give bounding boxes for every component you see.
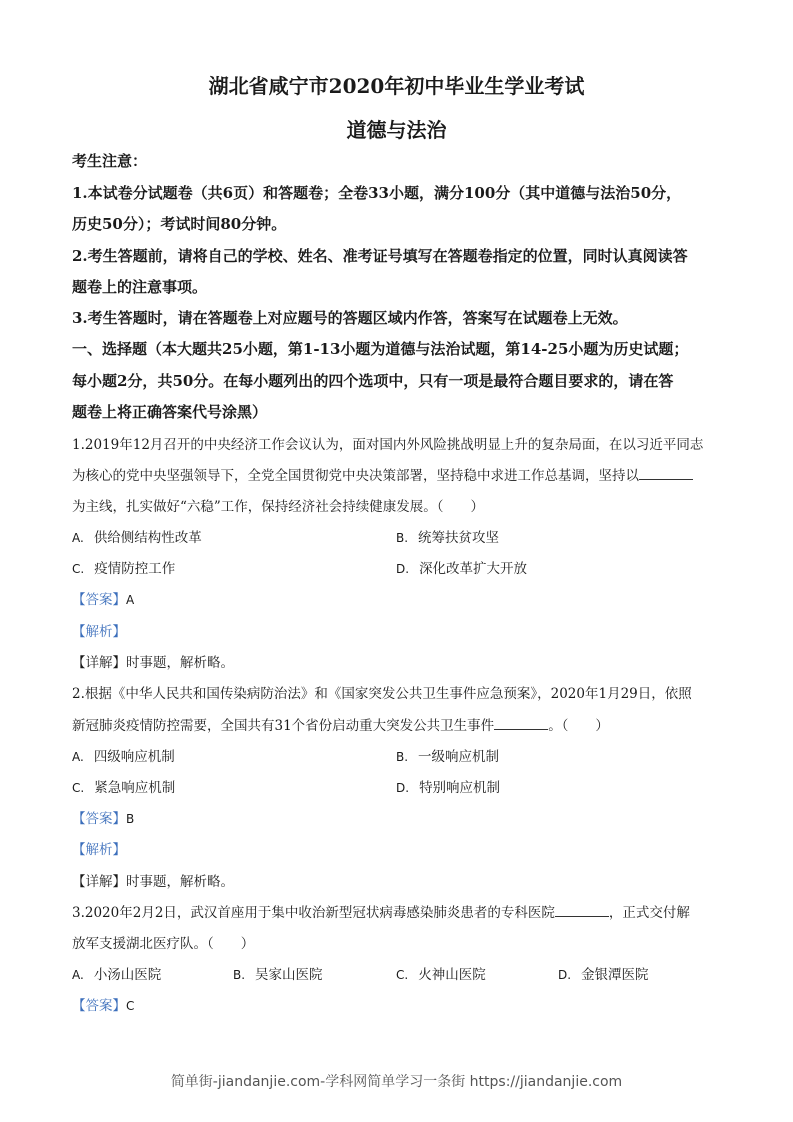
q1-detail: 【详解】时事题，解析略。 <box>72 655 234 671</box>
q3-option-a: A. 小汤山医院 <box>72 967 162 983</box>
q1-blank <box>639 467 693 480</box>
q2-option-b: B. 一级响应机制 <box>396 749 500 765</box>
notice-item-2-line-2: 题卷上的注意事项。 <box>72 278 208 296</box>
q2-detail: 【详解】时事题，解析略。 <box>72 874 234 890</box>
section-heading-line-2: 每小题2分，共50分。在每小题列出的四个选项中，只有一项是最符合题目要求的，请在答 <box>72 372 674 390</box>
page-footer-watermark: 简单街-jiandanjie.com-学科网简单学习一条街 https://jiandanjie.com <box>170 1074 623 1090</box>
q1-option-b: B. 统筹扶贫攻坚 <box>396 530 500 546</box>
q2-analysis: 【解析】 <box>72 842 126 858</box>
notice-item-1-line-2: 历史50分）；考试时间80分钟。 <box>72 215 287 233</box>
q3-blank <box>555 904 609 917</box>
q1-stem-line-3: 为主线，扎实做好“六稳”工作，保持经济社会持续健康发展。（ ） <box>72 499 485 515</box>
notice-item-3: 3.考生答题时，请在答题卷上对应题号的答题区域内作答，答案写在试题卷上无效。 <box>72 309 628 327</box>
q3-option-d: D. 金银潭医院 <box>558 967 649 983</box>
notice-item-2-line-1: 2.考生答题前，请将自己的学校、姓名、准考证号填写在答题卷指定的位置，同时认真阅读答 <box>72 247 688 265</box>
exam-title: 湖北省咸宁市2020年初中毕业生学业考试 <box>208 74 585 98</box>
q3-answer: 【答案】C <box>72 998 135 1014</box>
q2-blank <box>494 717 548 730</box>
notice-heading: 考生注意： <box>72 152 148 170</box>
q1-stem-line-1: 1.2019年12月召开的中央经济工作会议认为，面对国内外风险挑战明显上升的复杂局面，在以习近平同志 <box>72 437 704 453</box>
q2-option-d: D. 特别响应机制 <box>396 780 501 796</box>
q3-stem-line-1: 3.2020年2月2日，武汉首座用于集中收治新型冠状病毒感染肺炎患者的专科医院 ，正式交付解 <box>72 905 690 921</box>
q2-stem-line-1: 2.根据《中华人民共和国传染病防治法》和《国家突发公共卫生事件应急预案》，2020年1月29日，依照 <box>72 686 692 702</box>
q3-option-c: C. 火神山医院 <box>396 967 486 983</box>
q1-option-a: A. 供给侧结构性改革 <box>72 530 202 546</box>
q1-analysis: 【解析】 <box>72 624 126 640</box>
q1-option-c: C. 疫情防控工作 <box>72 561 176 577</box>
q1-answer: 【答案】A <box>72 592 135 608</box>
q2-stem-line-2: 新冠肺炎疫情防控需要，全国共有31个省份启动重大突发公共卫生事件 。（ ） <box>72 718 609 734</box>
q2-option-a: A. 四级响应机制 <box>72 749 175 765</box>
q3-option-b: B. 吴家山医院 <box>233 967 323 983</box>
q2-option-c: C. 紧急响应机制 <box>72 780 176 796</box>
q1-stem-line-2: 为核心的党中央坚强领导下，全党全国贯彻党中央决策部署，坚持稳中求进工作总基调，坚持以 <box>72 464 693 484</box>
q3-stem-line-2: 放军支援湖北医疗队。（ ） <box>72 936 255 952</box>
q2-answer: 【答案】B <box>72 811 135 827</box>
notice-item-1-line-1: 1.本试卷分试题卷（共6页）和答题卷；全卷33小题，满分100分（其中道德与法治50分， <box>72 184 682 202</box>
q1-option-d: D. 深化改革扩大开放 <box>396 561 528 577</box>
exam-subject: 道德与法治 <box>346 118 447 142</box>
section-heading-line-1: 一、选择题（本大题共25小题，第1-13小题为道德与法治试题，第14-25小题为历史试题； <box>72 340 689 358</box>
section-heading-line-3: 题卷上将正确答案代号涂黑） <box>72 403 268 421</box>
